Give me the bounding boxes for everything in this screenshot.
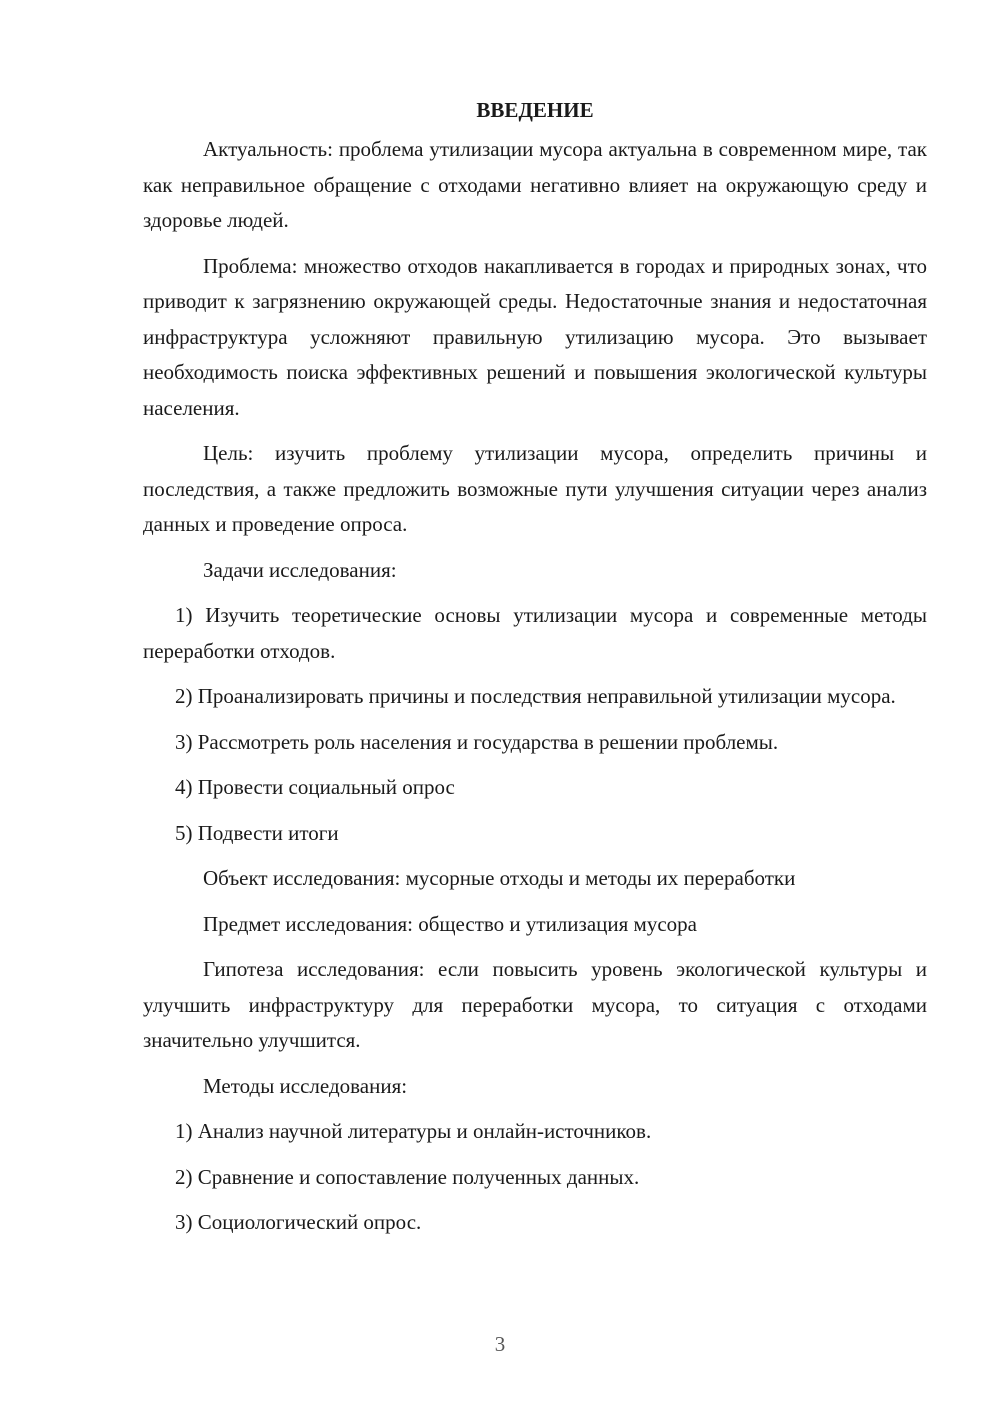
method-item-3: 3) Социологический опрос. [175, 1210, 422, 1234]
section-title: ВВЕДЕНИЕ [476, 98, 594, 122]
goal-paragraph: Цель: изучить проблему утилизации мусора, определить причины и последствия, а также предложить возможные пути улучшения ситуации через анализ данных и проведение опроса. [143, 441, 927, 536]
method-item-1: 1) Анализ научной литературы и онлайн-источников. [175, 1119, 652, 1143]
task-item-2: 2) Проанализировать причины и последствия неправильной утилизации мусора. [175, 684, 896, 708]
task-item-1: 1) Изучить теоретические основы утилизации мусора и современные методы переработки отходов. [143, 603, 927, 663]
page-number: 3 [494, 1332, 506, 1356]
hypothesis-paragraph: Гипотеза исследования: если повысить уровень экологической культуры и улучшить инфраструктуру для переработки мусора, то ситуация с отходами значительно улучшится. [143, 957, 927, 1052]
relevance-paragraph: Актуальность: проблема утилизации мусора актуальна в современном мире, так как неправильное обращение с отходами негативно влияет на окружающую среду и здоровье людей. [143, 137, 927, 232]
method-item-2: 2) Сравнение и сопоставление полученных данных. [175, 1164, 640, 1189]
subject-paragraph: Предмет исследования: общество и утилизация мусора [203, 911, 697, 936]
problem-paragraph: Проблема: множество отходов накапливается в городах и природных зонах, что приводит к загрязнению окружающей среды. Недостаточные знания и недостаточная инфраструктура усложняют правильную утилизацию мусора. Это вызывает необходимость поиска эффективных решений и повышения экологической культуры населения. [143, 253, 927, 420]
tasks-heading: Задачи исследования: [203, 557, 397, 582]
document-page [143, 92, 927, 1251]
task-item-4: 4) Провести социальный опрос [175, 775, 455, 799]
task-item-3: 3) Рассмотреть роль населения и государства в решении проблемы. [175, 729, 779, 754]
task-item-5: 5) Подвести итоги [175, 820, 339, 845]
object-paragraph: Объект исследования: мусорные отходы и методы их переработки [203, 866, 796, 890]
methods-heading: Методы исследования: [203, 1073, 408, 1098]
